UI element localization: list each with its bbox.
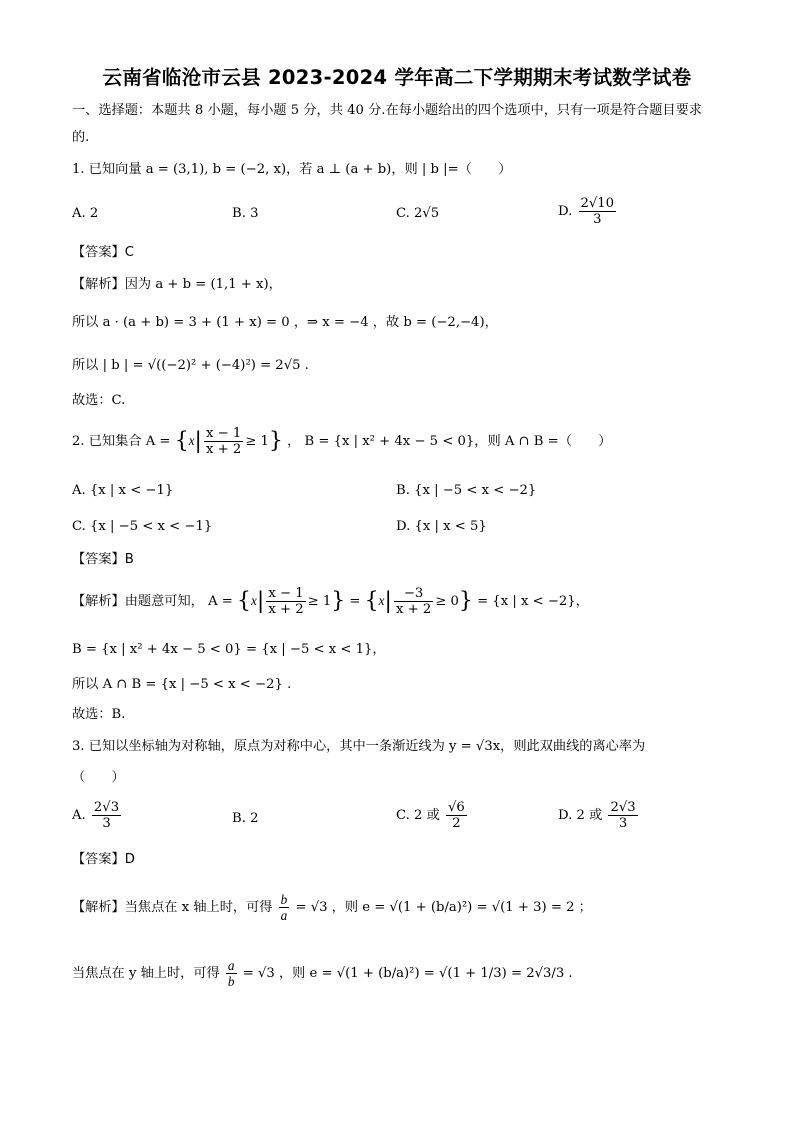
q2-option-a: A. {x | x < −1}	[72, 483, 174, 498]
q3-analysis-2-prefix: 当焦点在 y 轴上时，可得	[72, 966, 220, 981]
q2-answer: 【答案】B	[72, 552, 134, 567]
q2-option-d: D. {x | x < 5}	[396, 519, 487, 534]
q3-analysis-2	[72, 958, 573, 989]
q3-analysis-1	[72, 892, 592, 923]
q2-stem-prefix: 2. 已知集合 A =	[72, 434, 171, 449]
q2-analysis-var1: x	[251, 593, 257, 608]
q3-option-a-label: A.	[72, 808, 86, 823]
q3-option-a-num: 2√3	[93, 800, 120, 815]
q2-analysis-brace2: }	[331, 588, 346, 614]
q2-analysis-frac1-den: x + 2	[268, 602, 304, 617]
q2-analysis-3: 所以 A ∩ B = {x | −5 < x < −2} .	[72, 677, 292, 692]
q2-analysis-bar1: |	[256, 588, 265, 614]
q2-setA-numerator: x − 1	[205, 426, 242, 441]
q3-analysis-2-rest: = √3 ，则 e = √(1 + (b/a)²) = √(1 + 1/3) = 2√3/3 .	[242, 966, 573, 981]
q3-analysis-1-prefix: 【解析】当焦点在 x 轴上时，可得	[72, 900, 273, 915]
q3-option-c-fraction	[446, 800, 467, 831]
q1-option-d-fraction	[579, 196, 617, 227]
q3-stem-line2: （ ）	[72, 770, 125, 785]
q2-conclusion: 故选：B.	[72, 707, 126, 722]
q2-analysis-frac2-num: −3	[394, 586, 433, 602]
q3-answer: 【答案】D	[72, 852, 135, 867]
q2-analysis-2: B = {x | x² + 4x − 5 < 0} = {x | −5 < x < 1}，	[72, 642, 386, 657]
q1-option-d	[558, 196, 618, 227]
q2-analysis-var2: x	[378, 593, 385, 608]
q3-analysis-1-rest: = √3 ，则 e = √(1 + (b/a)²) = √(1 + 3) = 2 ；	[295, 900, 592, 915]
q3-option-c-label: C. 2 或	[396, 808, 440, 823]
q2-analysis-1-prefix: 【解析】由题意可知， A =	[72, 594, 233, 609]
q3-analysis-2-num: a	[227, 958, 235, 973]
q1-analysis-1: 【解析】因为 a + b = (1,1 + x)，	[72, 277, 282, 292]
q1-option-d-denominator: 3	[593, 212, 602, 227]
q1-conclusion: 故选：C.	[72, 393, 126, 408]
q2-setA-condition: ≥ 1	[245, 434, 269, 449]
q1-stem: 1. 已知向量 a = (3,1), b = (−2, x)，若 a ⊥ (a + b)，则 | b |=（ ）	[72, 162, 512, 177]
q3-option-d	[558, 800, 640, 831]
section-instructions-line2: 的.	[72, 130, 90, 145]
q2-analysis-brace4: }	[458, 588, 473, 614]
q3-option-d-fraction	[608, 800, 637, 831]
q1-option-a: A. 2	[72, 206, 99, 221]
q3-analysis-2-fraction	[226, 958, 237, 989]
q2-setA-fraction	[204, 426, 243, 457]
q2-brace-right: }	[268, 428, 283, 454]
q2-setA-var: x	[188, 433, 195, 448]
q3-analysis-1-num: b	[280, 892, 288, 907]
q3-option-a	[72, 800, 123, 831]
q1-answer: 【答案】C	[72, 245, 134, 260]
q3-option-a-den: 3	[102, 816, 111, 831]
q2-analysis-end: ≥ 0	[435, 594, 459, 609]
q3-stem-line1: 3. 已知以坐标轴为对称轴，原点为对称中心，其中一条渐近线为 y = √3x，则此双曲线的离心率为	[72, 739, 646, 754]
q2-setA-denominator: x + 2	[205, 442, 242, 457]
q2-option-b: B. {x | −5 < x < −2}	[396, 483, 537, 498]
q2-analysis-mid: ≥ 1	[307, 594, 332, 609]
section-instructions-line1: 一、选择题：本题共 8 小题，每小题 5 分，共 40 分.在每小题给出的四个选项中，只有一项是符合题目要求	[72, 103, 702, 118]
q2-analysis-bar2: |	[384, 588, 392, 614]
q2-analysis-fraction1	[266, 586, 305, 617]
q3-option-d-den: 3	[618, 816, 628, 831]
q3-option-d-label: D. 2 或	[558, 808, 603, 823]
q3-option-c	[396, 800, 469, 831]
page-title: 云南省临沧市云县 2023-2024 学年高二下学期期末考试数学试卷	[102, 66, 692, 89]
q3-analysis-2-den: b	[227, 974, 235, 989]
q2-bar: |	[194, 428, 202, 454]
q2-stem	[72, 426, 611, 457]
q2-analysis-fraction2	[394, 586, 433, 617]
q3-option-d-num: 2√3	[610, 800, 636, 815]
q3-option-a-fraction	[92, 800, 121, 831]
q3-option-c-num: √6	[447, 800, 465, 815]
q2-analysis-brace1: {	[237, 588, 252, 614]
q1-analysis-3: 所以 | b | = √((−2)² + (−4)²) = 2√5 .	[72, 358, 309, 373]
q1-option-c: C. 2√5	[396, 206, 440, 221]
q3-analysis-1-fraction	[279, 892, 290, 923]
q2-stem-rest: ， B = {x | x² + 4x − 5 < 0}，则 A ∩ B =（ ）	[287, 434, 612, 449]
q2-brace-left: {	[174, 428, 189, 454]
q3-option-b: B. 2	[232, 811, 259, 826]
q2-option-c: C. {x | −5 < x < −1}	[72, 519, 213, 534]
q3-analysis-1-den: a	[280, 908, 288, 923]
q1-option-b: B. 3	[232, 206, 259, 221]
q2-analysis-brace3: {	[364, 588, 379, 614]
q2-analysis-1-result: = {x | x < −2}，	[477, 594, 589, 609]
q2-analysis-frac2-den: x + 2	[395, 602, 432, 617]
q1-option-d-numerator: 2√10	[580, 196, 615, 211]
q2-analysis-frac1-num: x − 1	[268, 586, 304, 601]
q3-option-c-den: 2	[452, 816, 461, 831]
q1-analysis-2: 所以 a · (a + b) = 3 + (1 + x) = 0 ，⇒ x = −4 ，故 b = (−2,−4)，	[72, 315, 498, 330]
q2-analysis-1: 【解析】由题意可知， A = {x| $\frac{x - 1}{x + 2}$ ≥ 1} = {x| $\frac{-3}{x + 2}$ ≥ 0} = {x | x < −2}，	[72, 586, 589, 617]
q1-option-d-label: D.	[558, 204, 573, 219]
